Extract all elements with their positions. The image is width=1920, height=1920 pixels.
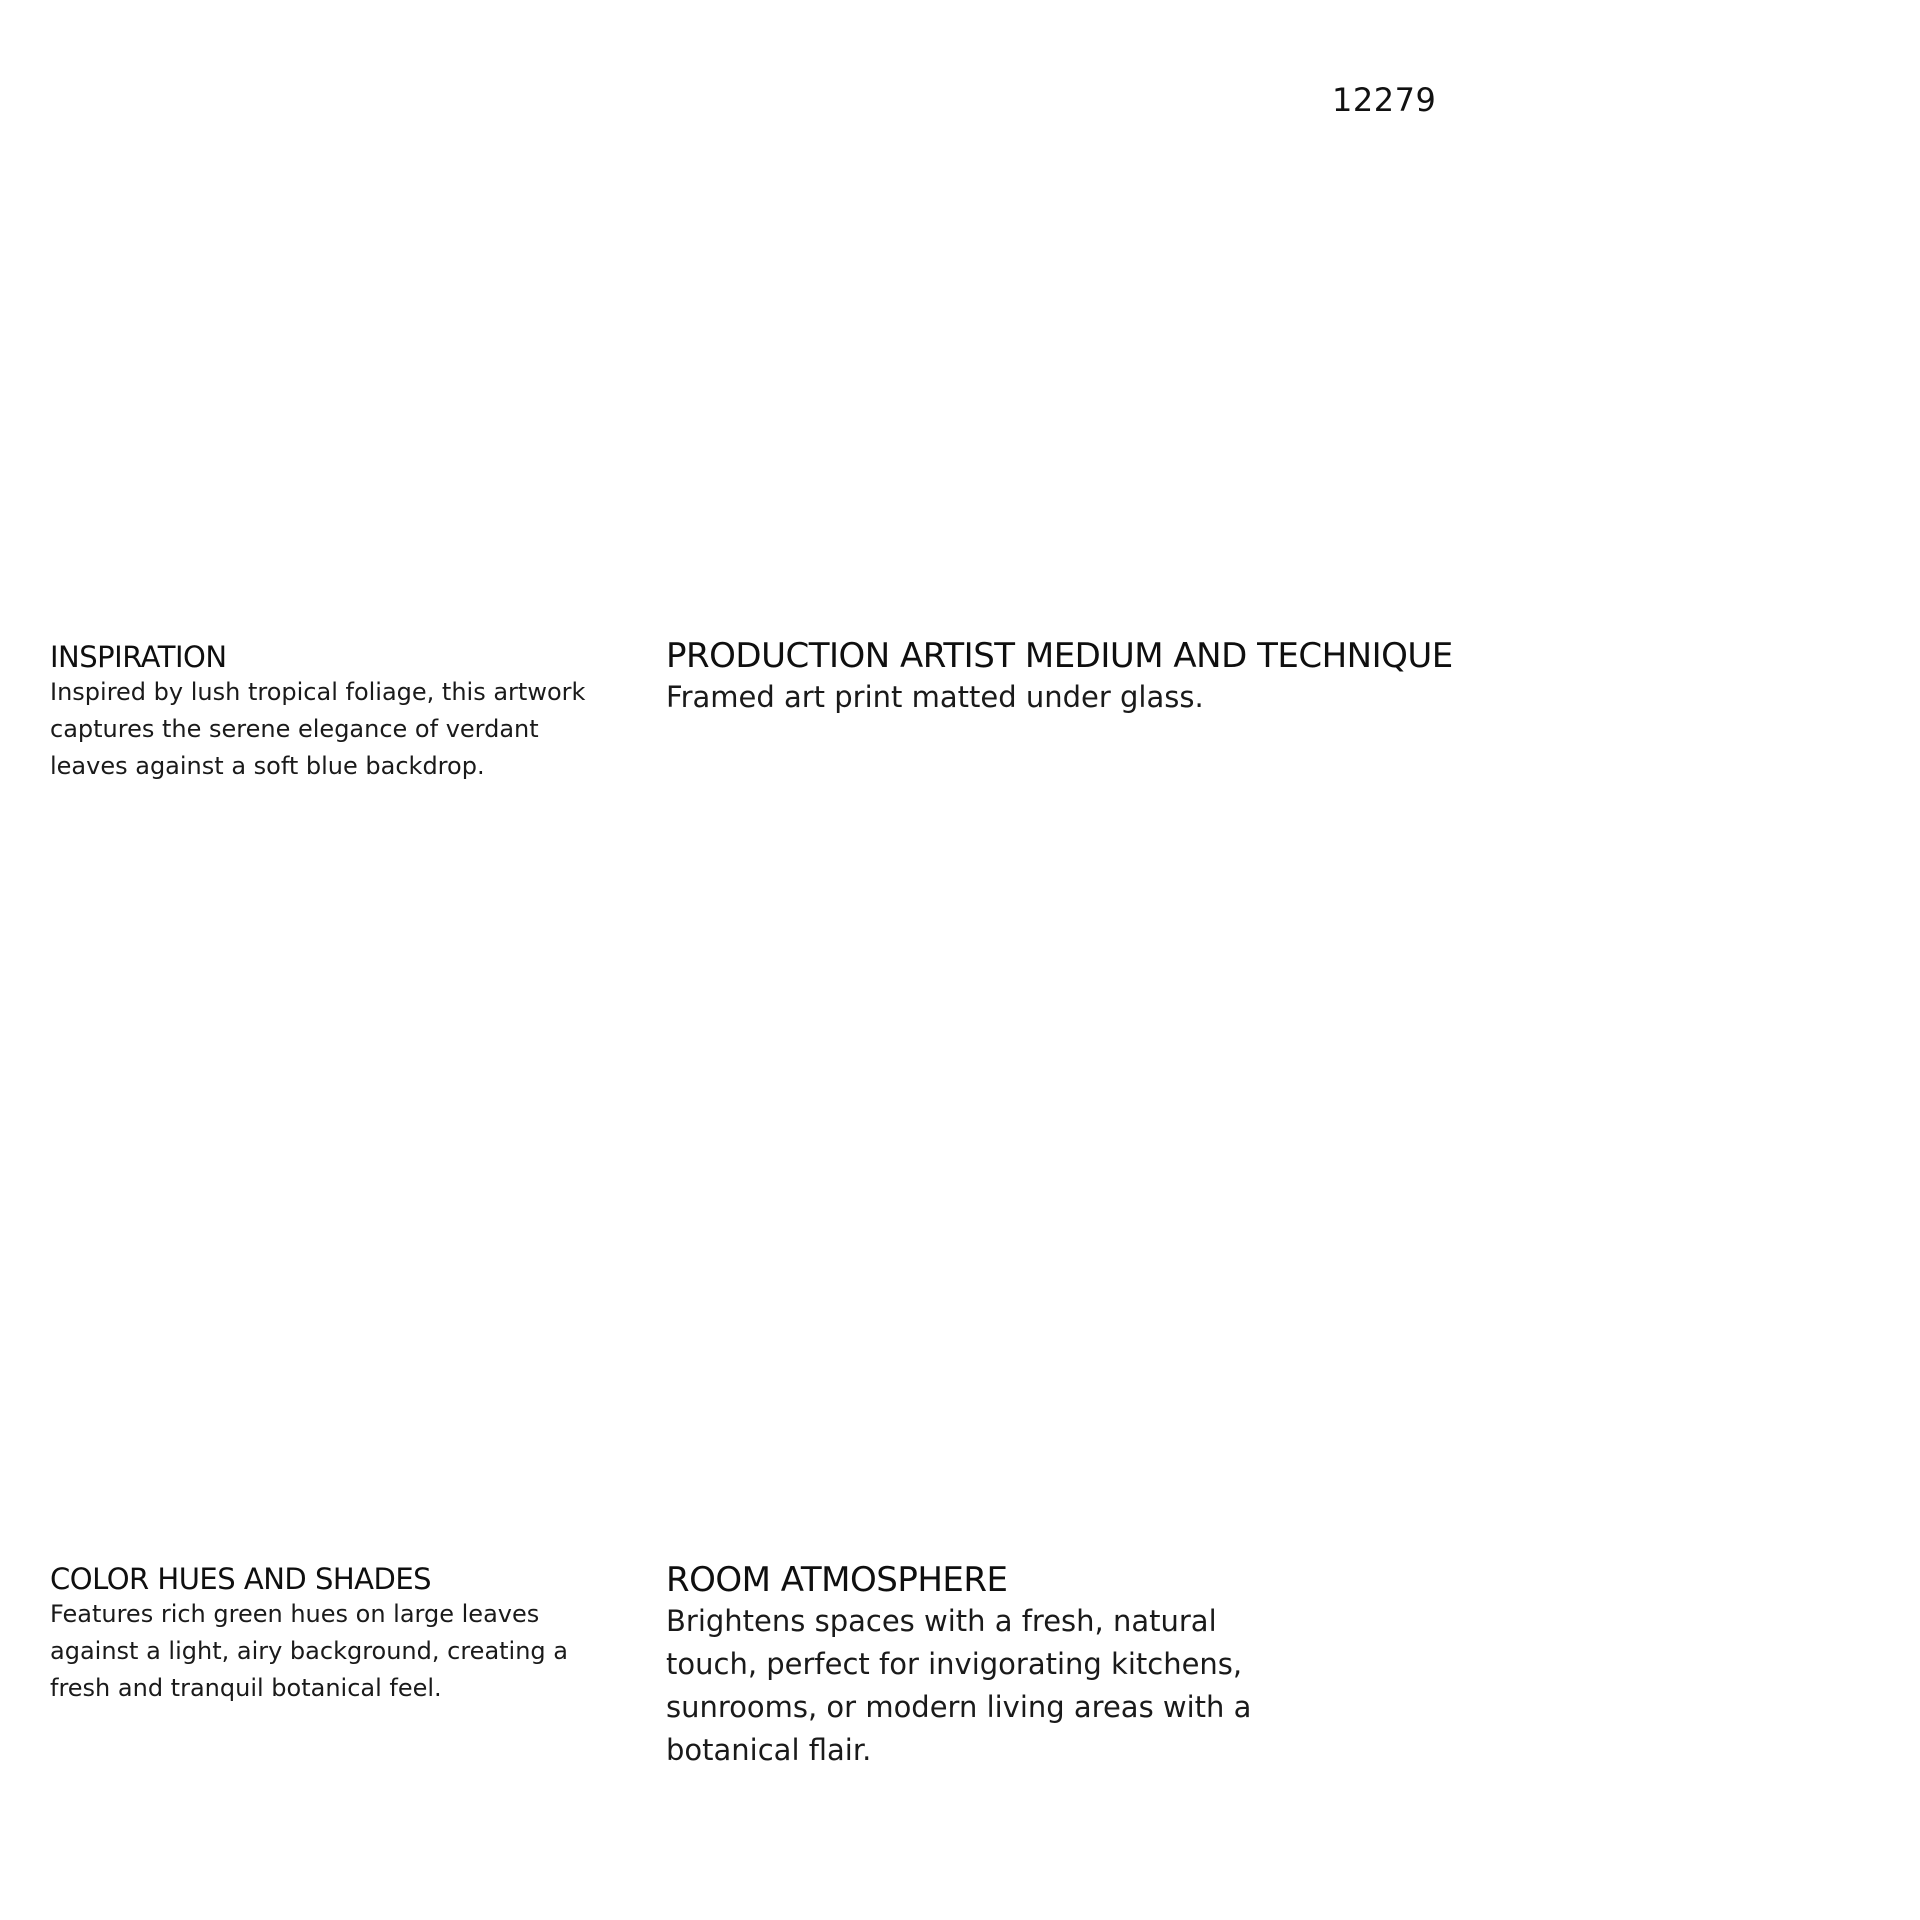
room-text: Brightens spaces with a fresh, natural touch, perfect for invigorating kitchens, sunrooms, or modern living areas with a botanical flair. (666, 1604, 1252, 1767)
inspiration-text: Inspired by lush tropical foliage, this artwork captures the serene elegance of verdant leaves against a soft blue backdrop. (50, 678, 586, 780)
product-code: 12279 (1332, 81, 1437, 119)
room-section (666, 1560, 1266, 1772)
inspiration-section (50, 640, 620, 785)
production-text: Framed art print matted under glass. (666, 680, 1204, 714)
room-heading: ROOM ATMOSPHERE (666, 1560, 1008, 1600)
inspiration-heading: INSPIRATION (50, 640, 227, 674)
production-section (666, 636, 1566, 719)
production-heading: PRODUCTION ARTIST MEDIUM AND TECHNIQUE (666, 636, 1453, 676)
color-heading: COLOR HUES AND SHADES (50, 1562, 432, 1596)
color-text: Features rich green hues on large leaves against a light, airy background, creating a fresh and tranquil botanical feel. (50, 1600, 569, 1702)
color-section (50, 1562, 620, 1707)
